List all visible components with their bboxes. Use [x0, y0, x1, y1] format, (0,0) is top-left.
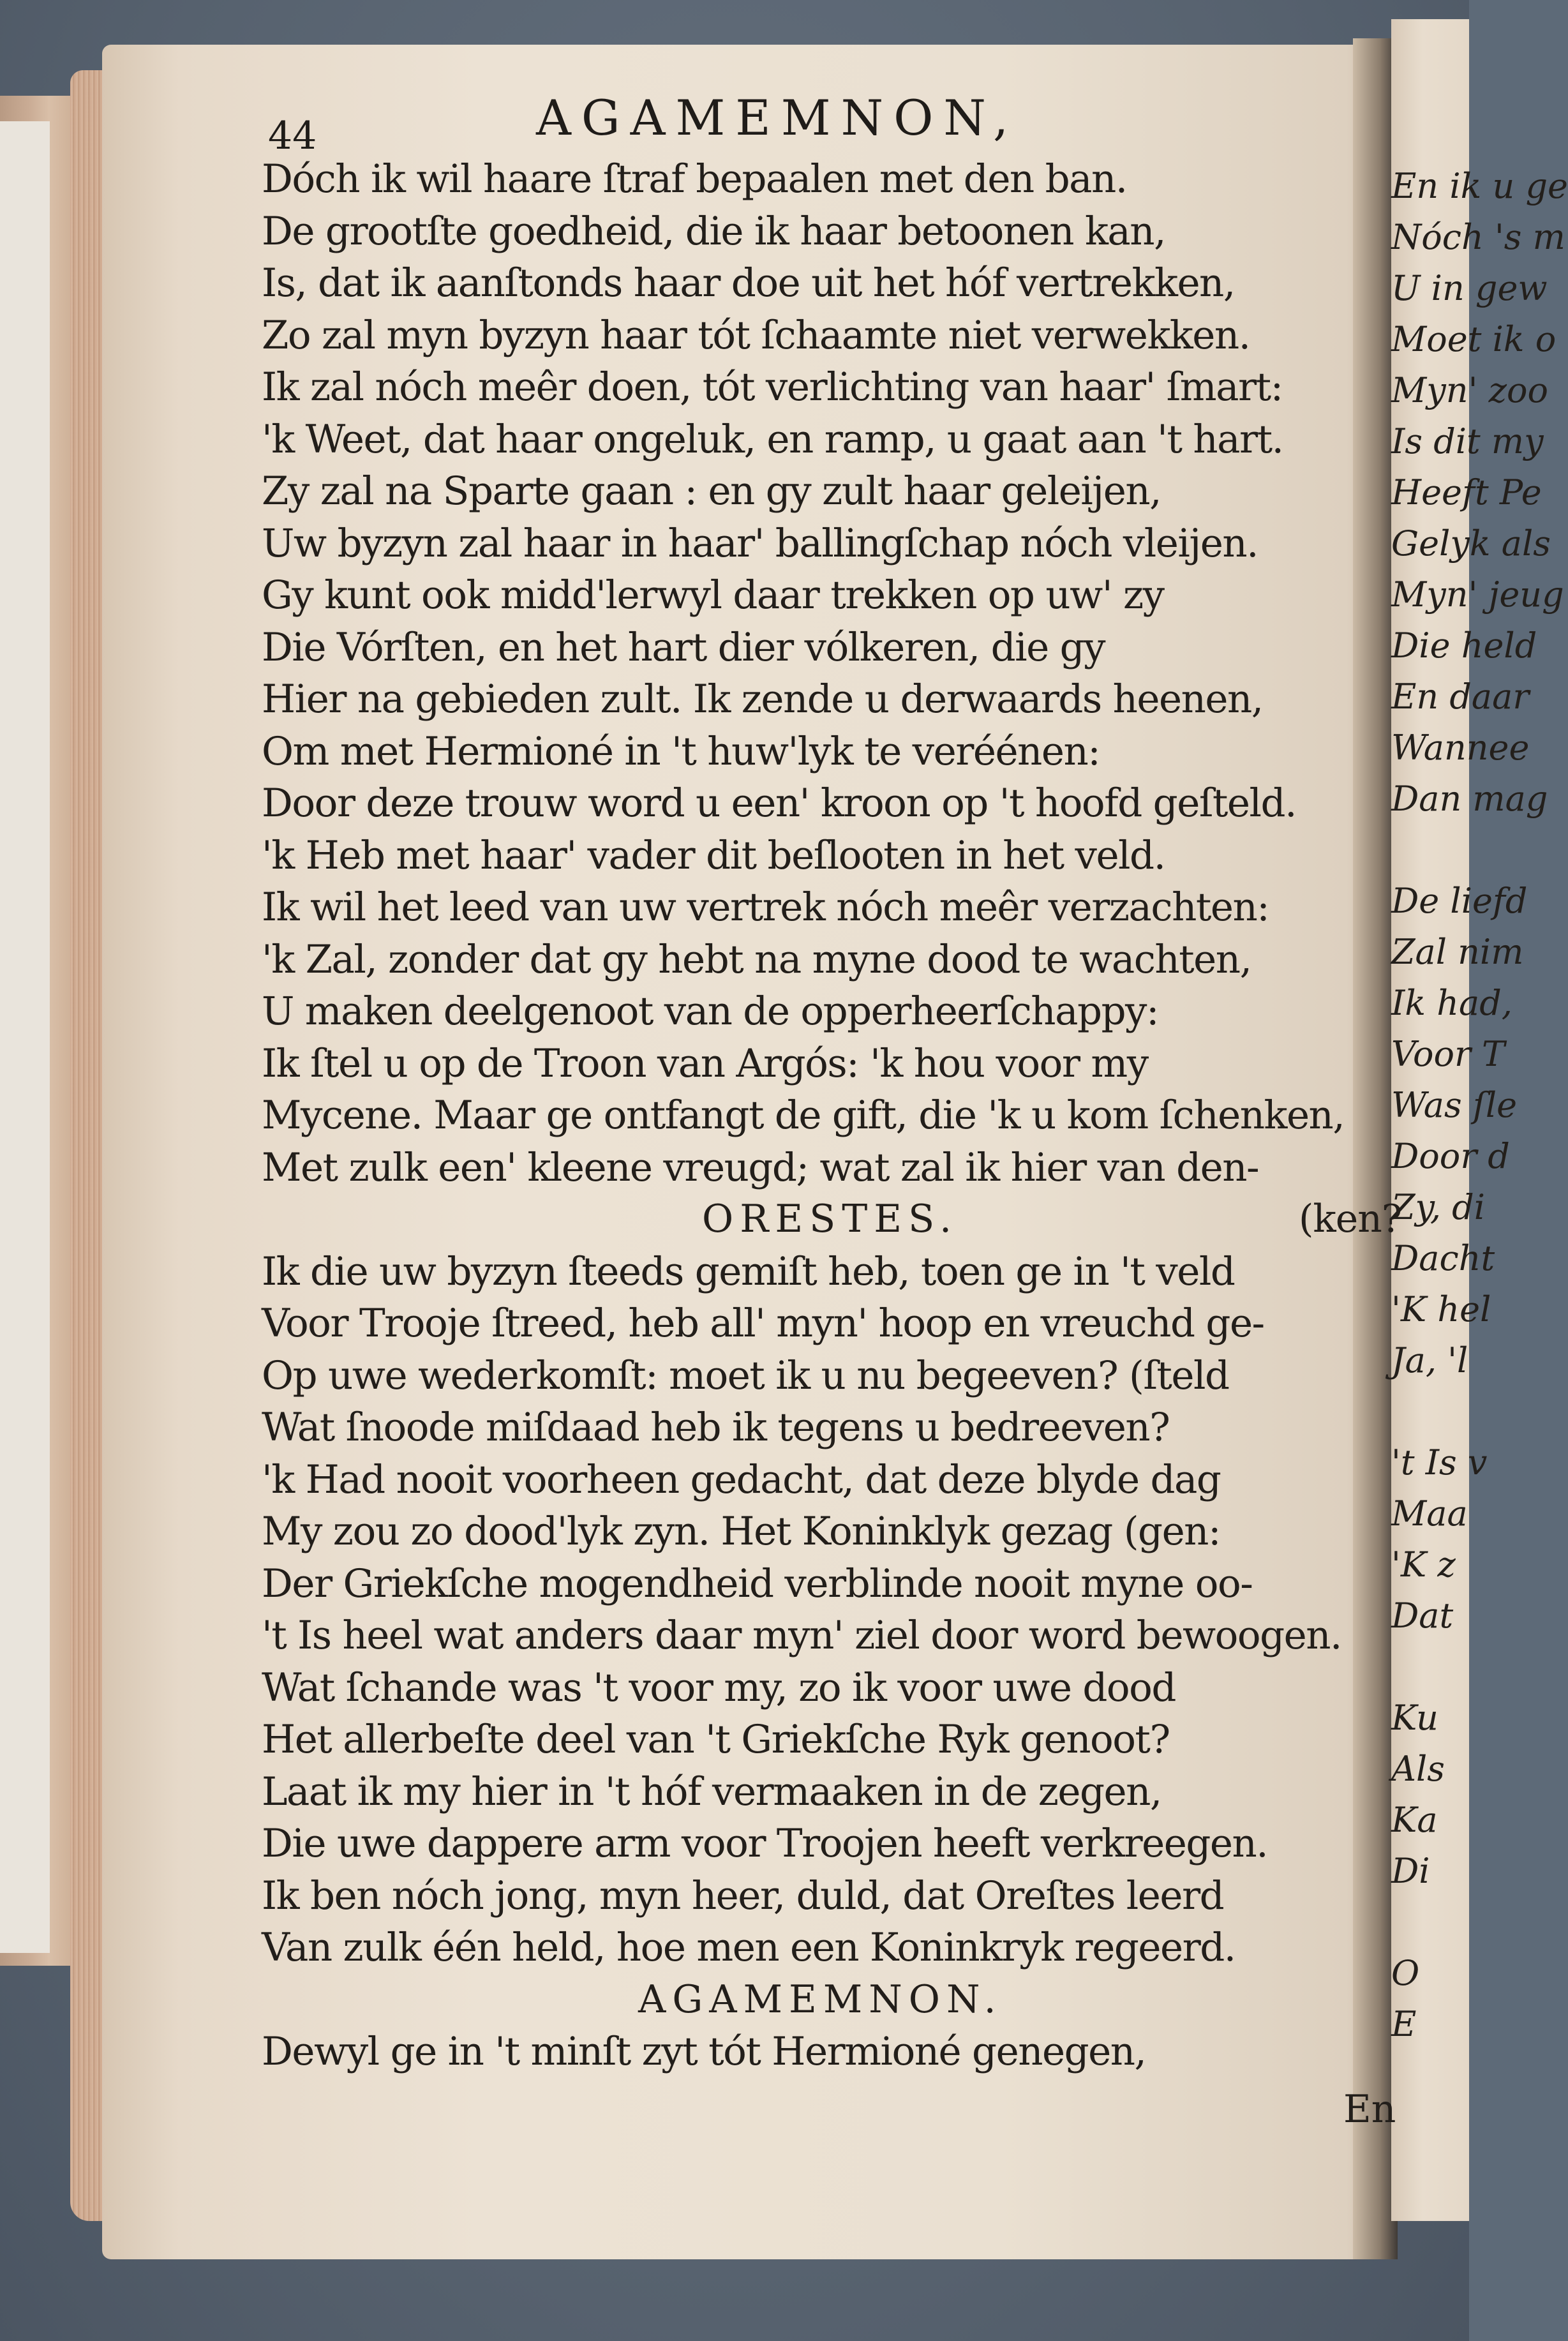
- page-number: 44: [268, 114, 317, 158]
- verse-group-agamemnon-2: [262, 2026, 1385, 2078]
- runover-text: (ken?: [1299, 1197, 1402, 1241]
- verse-line: Hier na gebieden zult. Ik zende u derwaards heenen,: [262, 677, 1263, 722]
- verse-line: Van zulk één held, hoe men een Koninkryk regeerd.: [262, 1925, 1236, 1970]
- next-page-line: 't Is v: [1391, 1442, 1488, 1483]
- next-page-line: Myn' jeug: [1391, 574, 1564, 615]
- verse-line: Ik zal nóch meêr doen, tót verlichting van haar' ſmart:: [262, 364, 1283, 410]
- verse-line: Ik wil het leed van uw vertrek nóch meêr verzachten:: [262, 885, 1269, 930]
- next-page-line: E: [1391, 2004, 1417, 2044]
- verse-line: Het allerbeſte deel van 't Griekſche Ryk genoot?: [262, 1717, 1170, 1762]
- next-page-line: Ik had,: [1391, 983, 1512, 1023]
- next-page-line: Die held: [1391, 625, 1537, 666]
- speaker-name: AGAMEMNON.: [638, 1977, 1003, 2022]
- verse-line: Der Griekſche mogendheid verblinde nooit myne oo-: [262, 1560, 1253, 1606]
- verse-line: 'k Zal, zonder dat gy hebt na myne dood te wachten,: [262, 936, 1251, 982]
- verse-line: 'k Weet, dat haar ongeluk, en ramp, u gaat aan 't hart.: [262, 416, 1283, 462]
- next-page-line: Ja, 'l: [1391, 1340, 1468, 1380]
- next-page-line: Zy, di: [1391, 1187, 1486, 1227]
- verse-text-block: [262, 153, 1402, 2078]
- next-page-line: Moet ik o: [1391, 319, 1557, 359]
- next-page-line: Maa: [1391, 1493, 1468, 1534]
- speaker-name: ORESTES.: [702, 1197, 959, 1241]
- next-page-line: Voor T: [1391, 1034, 1505, 1074]
- next-page-line: Wannee: [1391, 728, 1530, 768]
- verse-line: Zo zal myn byzyn haar tót ſchaamte niet verwekken.: [262, 312, 1250, 358]
- verse-line: Dóch ik wil haare ſtraf bepaalen met den ban.: [262, 156, 1127, 202]
- verse-line: Is, dat ik aanſtonds haar doe uit het hóf vertrekken,: [262, 260, 1235, 306]
- verse-line: Met zulk een' kleene vreugd; wat zal ik hier van den-: [262, 1144, 1259, 1190]
- verse-line: Om met Hermioné in 't huw'lyk te veréénen:: [262, 728, 1100, 774]
- next-page-line: U in gew: [1391, 268, 1548, 308]
- next-page-line: Zal nim: [1391, 932, 1524, 972]
- verse-line: Ik ſtel u op de Troon van Argós: 'k hou voor my: [262, 1040, 1148, 1086]
- next-page-line: Dan mag: [1391, 779, 1548, 819]
- next-page-line: De liefd: [1391, 881, 1528, 921]
- next-page-line: Myn' zoo: [1391, 370, 1549, 410]
- running-title: AGAMEMNON,: [536, 89, 1019, 146]
- next-page-line: En ik u ge: [1391, 166, 1568, 206]
- verse-group-agamemnon: [262, 153, 1385, 1193]
- verse-line: Die uwe dappere arm voor Troojen heeft verkreegen.: [262, 1821, 1268, 1866]
- verse-line: My zou zo dood'lyk zyn. Het Koninklyk gezag (gen:: [262, 1509, 1221, 1554]
- verse-line: Door deze trouw word u een' kroon op 't hoofd geſteld.: [262, 781, 1296, 826]
- next-page-line: Als: [1391, 1749, 1445, 1789]
- next-page-line: 'K hel: [1391, 1289, 1491, 1329]
- next-page-line: Door d: [1391, 1136, 1510, 1176]
- verse-line: 'k Heb met haar' vader dit beſlooten in het veld.: [262, 832, 1165, 878]
- next-page-line: Di: [1391, 1851, 1430, 1891]
- left-flyleaf: [0, 121, 50, 1953]
- verse-line: Ik ben nóch jong, myn heer, duld, dat Oreſtes leerd: [262, 1873, 1224, 1918]
- verse-line: Zy zal na Sparte gaan : en gy zult haar geleijen,: [262, 468, 1161, 514]
- verse-line: Uw byzyn zal haar in haar' ballingſchap nóch vleijen.: [262, 520, 1258, 566]
- next-page-line: Nóch 's m: [1391, 217, 1565, 257]
- verse-line: Dewyl ge in 't minſt zyt tót Hermioné genegen,: [262, 2029, 1146, 2074]
- catchword: En: [1343, 2087, 1396, 2132]
- next-page-line: Dat: [1391, 1596, 1454, 1636]
- verse-line: Die Vórſten, en het hart dier vólkeren, die gy: [262, 624, 1105, 670]
- verse-line: Ik die uw byzyn ſteeds gemiſt heb, toen ge in 't veld: [262, 1248, 1235, 1294]
- verse-line: U maken deelgenoot van de opperheerſchappy:: [262, 989, 1159, 1034]
- verse-line: Wat ſchande was 't voor my, zo ik voor uwe dood: [262, 1664, 1176, 1710]
- speaker-heading-orestes: [262, 1193, 1402, 1246]
- speaker-heading-agamemnon: [262, 1974, 1385, 2026]
- next-page-line: Heeft Pe: [1391, 472, 1542, 512]
- verse-line: Op uwe wederkomſt: moet ik u nu begeeven? (ſteld: [262, 1352, 1229, 1398]
- verse-line: De grootſte goedheid, die ik haar betoonen kan,: [262, 208, 1165, 254]
- verse-group-orestes: [262, 1246, 1385, 1974]
- next-page-line: En daar: [1391, 677, 1530, 717]
- next-page-line: Ka: [1391, 1800, 1438, 1840]
- next-page-line: Gelyk als: [1391, 523, 1551, 564]
- verse-line: Gy kunt ook midd'lerwyl daar trekken op uw' zy: [262, 572, 1164, 618]
- verse-line: 't Is heel wat anders daar myn' ziel door word bewoogen.: [262, 1613, 1341, 1658]
- next-page-line: 'K z: [1391, 1544, 1456, 1585]
- next-page-fragment: [1391, 19, 1568, 2221]
- next-page-line: Is dit my: [1391, 421, 1544, 461]
- verse-line: Voor Trooje ſtreed, heb all' myn' hoop en vreuchd ge-: [262, 1301, 1264, 1346]
- next-page-line: Was ſle: [1391, 1085, 1518, 1125]
- next-page-line: O: [1391, 1953, 1420, 1993]
- verse-line: Laat ik my hier in 't hóf vermaaken in de zegen,: [262, 1769, 1161, 1814]
- verse-line: 'k Had nooit voorheen gedacht, dat deze blyde dag: [262, 1456, 1221, 1502]
- verse-line: Mycene. Maar ge ontfangt de gift, die 'k u kom ſchenken,: [262, 1093, 1345, 1138]
- verse-line: Wat ſnoode miſdaad heb ik tegens u bedreeven?: [262, 1405, 1170, 1450]
- next-page-line: Dacht: [1391, 1238, 1495, 1278]
- next-page-line: Ku: [1391, 1698, 1438, 1738]
